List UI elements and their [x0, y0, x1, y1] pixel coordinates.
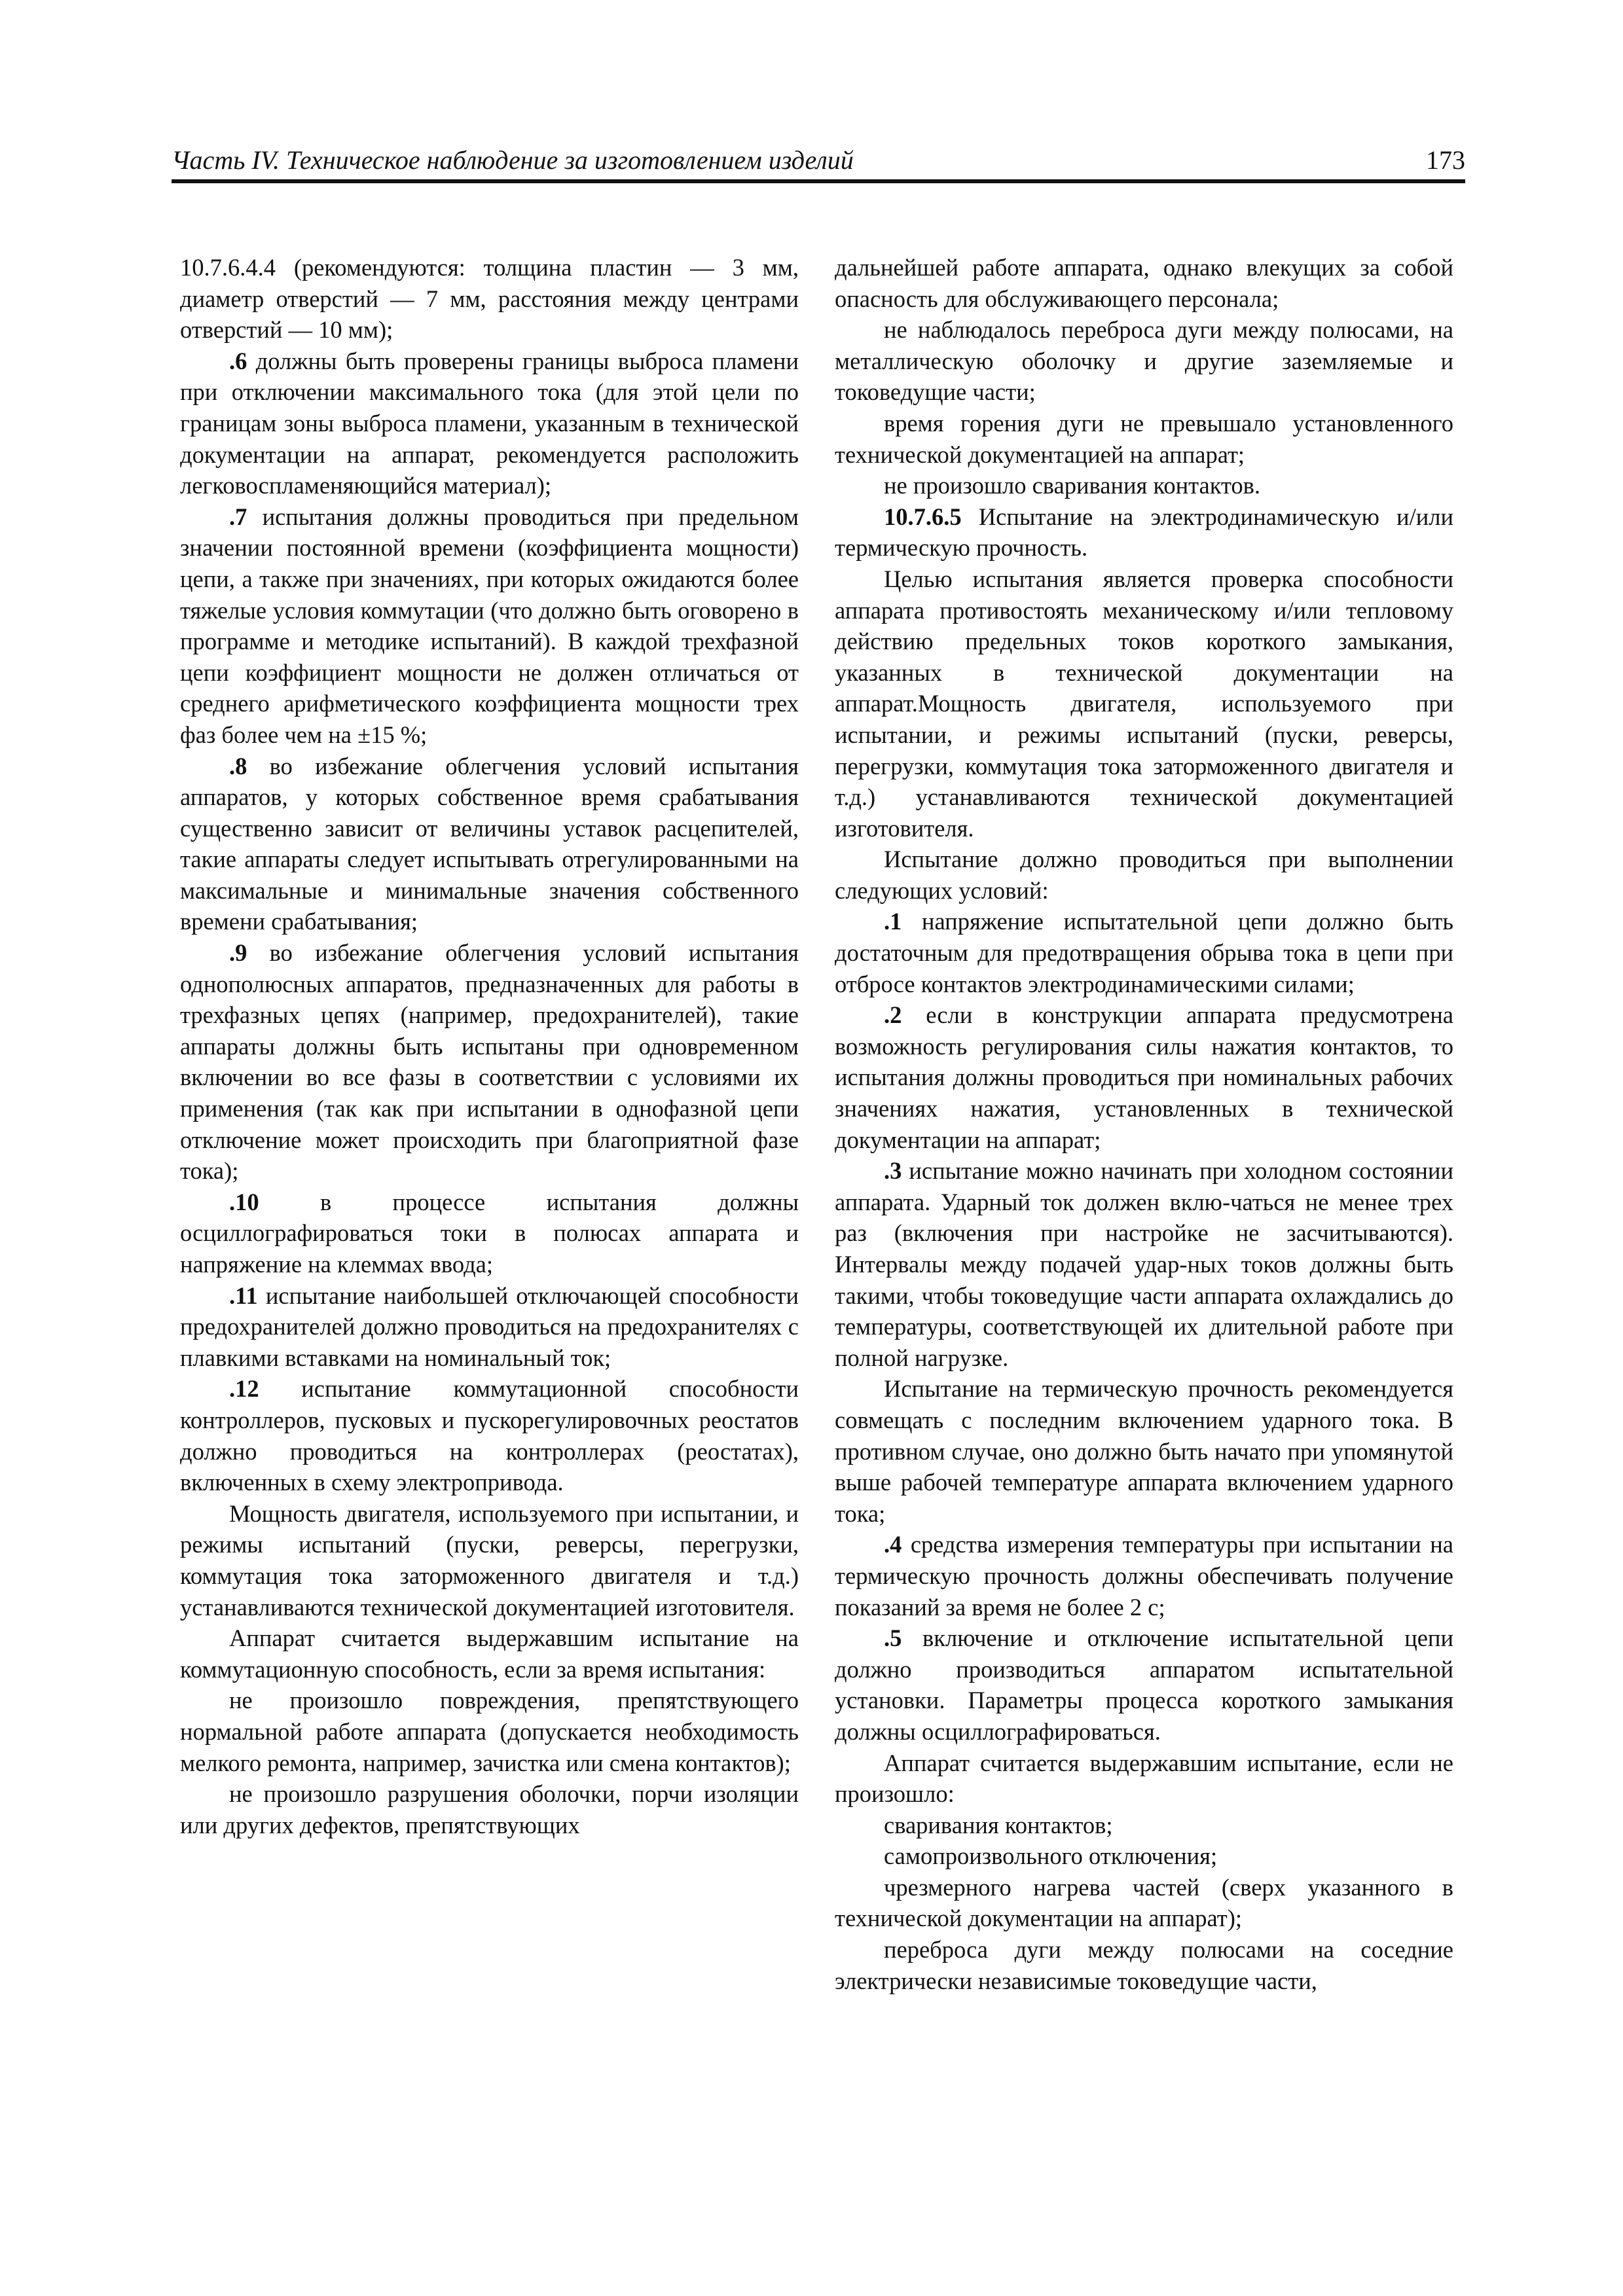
paragraph: дальнейшей работе аппарата, однако влекущих за собой опасность для обслуживающего персонала; — [835, 254, 1453, 312]
running-header — [172, 145, 1465, 183]
paragraph: .8 во избежание облегчения условий испытания аппаратов, у которых собственное время срабатывания существенно зависит от величины уставок расцепителей, такие аппараты следует испытывать отрегулированными на максимальные и минимальные значения собственного времени срабатывания; — [180, 752, 799, 935]
paragraph: .12 испытание коммутационной способности контроллеров, пусковых и пускорегулировочных реостатов должно проводиться на контроллерах (реостатах), включенных в схему электропривода. — [180, 1375, 799, 1496]
paragraph: Испытание на термическую прочность рекомендуется совмещать с последним включением ударного тока. В противном случае, оно должно быть начато при упомянутой выше рабочей температуре аппарата включением ударного тока; — [835, 1375, 1453, 1527]
paragraph: .2 если в конструкции аппарата предусмотрена возможность регулирования силы нажатия контактов, то испытания должны проводиться при номинальных рабочих значениях нажатия, установленных в технической документации на аппарат; — [835, 1001, 1453, 1153]
page-number: 173 — [1426, 145, 1465, 175]
paragraph: чрезмерного нагрева частей (сверх указанного в технической документации на аппарат); — [835, 1873, 1453, 1932]
paragraph: не произошло повреждения, препятствующего нормальной работе аппарата (допускается необходимость мелкого ремонта, например, зачистка или смена контактов); — [180, 1687, 799, 1776]
paragraph: .1 напряжение испытательной цепи должно быть достаточным для предотвращения обрыва тока в цепи при отбросе контактов электродинамическими силами; — [835, 908, 1453, 997]
section-heading-paragraph: 10.7.6.5 Испытание на электродинамическую и/или термическую прочность. — [835, 503, 1453, 562]
paragraph: .11 испытание наибольшей отключающей способности предохранителей должно проводиться на предохранителях с плавкими вставками на номинальный ток; — [180, 1282, 799, 1371]
paragraph: не наблюдалось переброса дуги между полюсами, на металлическую оболочку и другие заземляемые и токоведущие части; — [835, 316, 1453, 406]
left-column — [180, 252, 799, 1840]
paragraph: Аппарат считается выдержавшим испытание на коммутационную способность, если за время испытания: — [180, 1624, 799, 1683]
running-header-title: Часть IV. Техническое наблюдение за изготовлением изделий — [172, 145, 854, 175]
paragraph: 10.7.6.4.4 (рекомендуются: толщина пластин — 3 мм, диаметр отверстий — 7 мм, расстояния между центрами отверстий — 10 мм); — [180, 254, 799, 344]
paragraph: .7 испытания должны проводиться при предельном значении постоянной времени (коэффициента мощности) цепи, а также при значениях, при которых ожидаются более тяжелые условия коммутации (что должно быть оговорено в программе и методике испытаний). В каждой трехфазной цепи коэффициент мощности не должен отличаться от среднего арифметического коэффициента мощности трех фаз более чем на ±15 %; — [180, 503, 799, 748]
paragraph: .10 в процессе испытания должны осциллографироваться токи в полюсах аппарата и напряжение на клеммах ввода; — [180, 1188, 799, 1278]
paragraph: .3 испытание можно начинать при холодном состоянии аппарата. Ударный ток должен вклю-чаться не менее трех раз (включения при настройке не засчитываются). Интервалы между подачей удар-ных токов должны быть такими, чтобы токоведущие части аппарата охлаждались до температуры, соответствующей их длительной работе при полной нагрузке. — [835, 1157, 1453, 1371]
paragraph: .4 средства измерения температуры при испытании на термическую прочность должны обеспечивать получение показаний за время не более 2 с; — [835, 1531, 1453, 1621]
paragraph: время горения дуги не превышало установленного технической документацией на аппарат; — [835, 409, 1453, 468]
right-column — [835, 252, 1453, 1996]
paragraph: .5 включение и отключение испытательной цепи должно производиться аппаратом испытательной установки. Параметры процесса короткого замыкания должны осциллографироваться. — [835, 1624, 1453, 1745]
paragraph: Испытание должно проводиться при выполнении следующих условий: — [835, 846, 1453, 904]
paragraph: .6 должны быть проверены границы выброса пламени при отключении максимального тока (для этой цели по границам зоны выброса пламени, указанным в технической документации на аппарат, рекомендуется расположить легковоспламеняющийся материал); — [180, 347, 799, 499]
paragraph: переброса дуги между полюсами на соседние электрически независимые токоведущие части, — [835, 1936, 1453, 1994]
paragraph: сваривания контактов; — [884, 1811, 1113, 1839]
paragraph: .9 во избежание облегчения условий испытания однополюсных аппаратов, предназначенных для работы в трехфазных цепях (например, предохранителей), такие аппараты должны быть испытаны при одновременном включении во все фазы в соответствии с условиями их применения (так как при испытании в однофазной цепи отключение может происходить при благоприятной фазе тока); — [180, 939, 799, 1185]
paragraph: не произошло сваривания контактов. — [884, 472, 1261, 499]
paragraph: Мощность двигателя, используемого при испытании, и режимы испытаний (пуски, реверсы, перегрузки, коммутация тока заторможенного двигателя и т.д.) устанавливаются технической документацией изготовителя. — [180, 1499, 799, 1621]
paragraph: не произошло разрушения оболочки, порчи изоляции или других дефектов, препятствующих — [180, 1780, 799, 1839]
paragraph: Целью испытания является проверка способности аппарата противостоять механическому и/или тепловому действию предельных токов короткого замыкания, указанных в технической документации на аппарат.Мощность двигателя, используемого при испытании, и режимы испытаний (пуски, реверсы, перегрузки, коммутация тока заторможенного двигателя и т.д.) устанавливаются технической документацией изготовителя. — [835, 565, 1453, 842]
paragraph: самопроизвольного отключения; — [884, 1842, 1218, 1870]
paragraph: Аппарат считается выдержавшим испытание, если не произошло: — [835, 1749, 1453, 1808]
